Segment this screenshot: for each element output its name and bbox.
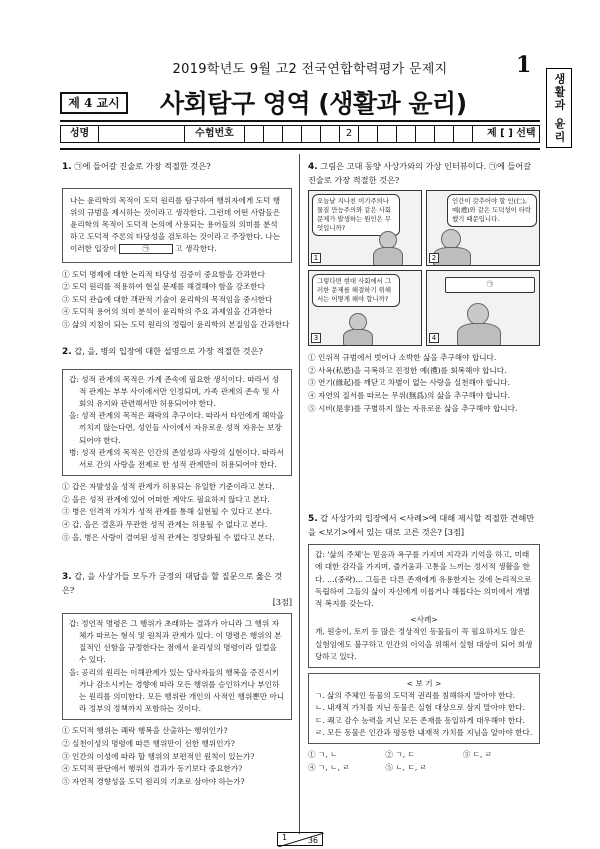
- answer-option[interactable]: ① 도덕 명제에 대한 논리적 타당성 검증이 중요함을 간과한다: [62, 269, 265, 279]
- options-row: [308, 762, 540, 775]
- session-label: 제 4 교시: [60, 92, 128, 114]
- bogi-item: ㄱ. 삶의 주체인 동물의 도덕적 권리를 침해하지 말아야 한다.: [315, 691, 516, 701]
- question-number: 4.: [308, 162, 318, 172]
- panel-number: 1: [311, 253, 321, 263]
- answer-option[interactable]: ③ 병은 인격적 가치가 성적 관계를 통해 실현될 수 있다고 본다.: [62, 507, 273, 517]
- comic-panel-2: [426, 190, 540, 266]
- exam-number-cell: [321, 126, 340, 142]
- bogi-item: ㄴ. 내재적 가치를 지닌 동물은 실험 대상으로 삼지 말아야 한다.: [315, 703, 525, 713]
- interviewer-body: [373, 247, 403, 266]
- passage-box: [308, 544, 540, 668]
- speech-bubble-answer: ㉠: [445, 277, 535, 293]
- answer-option[interactable]: ② 을은 성적 관계에 있어 어떠한 계약도 필요하지 않다고 본다.: [62, 494, 270, 504]
- question-number: 5.: [308, 514, 318, 524]
- interviewer-body: [343, 329, 373, 346]
- footer-total: 36: [307, 836, 318, 845]
- info-divider: [60, 148, 540, 150]
- name-label: 성명: [61, 126, 99, 142]
- sage-body: [457, 323, 501, 346]
- passage-paragraph: 갑: 정언적 명령은 그 행위가 초래하는 결과가 아니라 그 행위 자체가 따르는 형식 및 원칙과 관계가 있다. 이 명령은 행위의 본질적인 선함을 규정한다는 점에서 윤리성의 명령이라 일컬을 수 있다.: [69, 618, 282, 665]
- question-number: 2.: [62, 347, 72, 357]
- bogi-item: ㄹ. 모든 동물은 인간과 평등한 내재적 가치를 지님을 알아야 한다.: [315, 727, 533, 737]
- comic-strip: [308, 190, 540, 348]
- selection-label: 제 [ ] 선택: [487, 128, 536, 139]
- answer-option[interactable]: ① ㄱ, ㄴ: [308, 750, 338, 760]
- question-stem: ㉠에 들어갈 진술로 가장 적절한 것은?: [74, 161, 211, 171]
- question-2: [62, 345, 292, 544]
- passage-paragraph: 을: 성적 관계의 목적은 쾌락의 추구이다. 따라서 타인에게 해악을 끼치지 않는다면, 성인들 사이에서 자유로운 성적 자유는 보장되어야 한다.: [69, 411, 285, 445]
- case-title: <사례>: [410, 615, 438, 625]
- question-number: 3.: [62, 572, 72, 582]
- speech-bubble: 오늘날 지나친 이기주의나 물질 만능주의와 같은 사회 문제가 발생하는 원인은 무엇입니까?: [312, 194, 400, 236]
- exam-header-title: 2019학년도 9월 고2 전국연합학력평가 문제지: [172, 62, 448, 77]
- passage-paragraph: 을: 공리의 원리는 이해관계가 있는 당사자들의 행복을 증진시키거나 감소시키는 경향에 따라 모든 행위를 승인하거나 부인하는 원리를 의미한다. 모든 행위란 개인의 사적인 행위뿐만 아니라 정부의 정책까지 포함하는 것이다.: [69, 667, 285, 714]
- exam-number-cell: [283, 126, 302, 142]
- comic-panel-4: [426, 270, 540, 346]
- case-text: 개, 원숭이, 토끼 등 많은 정상적인 동물들이 꼭 필요하지도 않은 실험임에도 불구하고 인간의 이익을 위해서 실험 대상이 되어 희생당하고 있다.: [315, 627, 533, 661]
- comic-panel-3: [308, 270, 422, 346]
- question-3: [62, 570, 292, 788]
- exam-number-cell: [245, 126, 264, 142]
- exam-number-cell-digit: 2: [340, 126, 359, 142]
- question-stem: 그림은 고대 동양 사상가와의 가상 인터뷰이다. ㉠에 들어갈 진술로 가장 적절한 것은?: [308, 161, 532, 185]
- answer-option[interactable]: ② ㄱ, ㄷ: [385, 750, 415, 760]
- answer-option[interactable]: ③ 인간의 이성에 따라 할 행위의 보편적인 원칙이 있는가?: [62, 751, 255, 761]
- points-label: [3점]: [272, 597, 292, 608]
- answer-option[interactable]: ④ 자연의 질서를 따르는 무위(無爲)의 삶을 추구해야 합니다.: [308, 390, 511, 400]
- panel-number: 4: [429, 333, 439, 343]
- answer-option[interactable]: ⑤ 삶의 지침이 되는 도덕 원리의 정립이 윤리학의 본질임을 간과한다: [62, 319, 290, 329]
- answer-option[interactable]: ⑤ 을, 병은 사랑이 결여된 성적 관계는 정당화될 수 없다고 본다.: [62, 532, 275, 542]
- question-stem: 갑, 을 사상가들 모두가 긍정의 대답을 할 질문으로 옳은 것은?: [62, 571, 283, 595]
- answer-option[interactable]: ④ 도덕적 용어의 의미 분석이 윤리학의 주요 과제임을 간과한다: [62, 307, 273, 317]
- answer-option[interactable]: ③ 연기(緣起)를 깨닫고 차별이 없는 사랑을 실천해야 합니다.: [308, 378, 511, 388]
- answer-option[interactable]: ② 사욕(私慾)을 극복하고 진정한 예(禮)를 회복해야 합니다.: [308, 365, 507, 375]
- passage-paragraph: 병: 성적 관계의 목적은 인간의 존엄성과 사랑의 실현이다. 따라서 서로 간의 사랑을 전제로 한 성적 관계만이 허용되어야 한다.: [69, 447, 285, 470]
- question-5: [308, 512, 540, 774]
- answer-option[interactable]: ⑤ 시비(是非)를 구별하지 않는 자유로운 삶을 추구해야 합니다.: [308, 403, 518, 413]
- answer-option[interactable]: ③ 도덕 관습에 대한 객관적 기술이 윤리학의 목적임을 중시한다: [62, 294, 273, 304]
- answer-option[interactable]: ④ 도덕적 판단에서 행위의 결과가 동기보다 중요한가?: [62, 764, 243, 774]
- answer-option[interactable]: ② 실천이성의 명령에 따른 행위만이 선한 행위인가?: [62, 739, 235, 748]
- page-footer: [277, 832, 323, 846]
- footer-page: 1: [282, 833, 288, 842]
- exam-number-cell: [302, 126, 321, 142]
- sage-figure: [441, 229, 461, 249]
- subject-title: 사회탐구 영역 (생활과 윤리): [160, 89, 467, 118]
- student-info-row: [60, 125, 540, 143]
- answer-option[interactable]: ③ ㄷ, ㄹ: [462, 750, 493, 760]
- bogi-title: < 보 기 >: [406, 679, 442, 689]
- answer-option[interactable]: ② 도덕 원리를 적용하여 현실 문제를 해결해야 함을 강조한다: [62, 282, 265, 292]
- exam-number-cell: [359, 126, 378, 142]
- passage-paragraph: 갑: 성적 관계의 목적은 가계 존속에 필요한 생식이다. 따라서 성적 관계는 부부 사이에서만 인정되며, 가족 관계의 존속 및 사회의 유지와 관련해서만 허용되어야 한다.: [69, 374, 280, 408]
- answer-blank: ㉠: [119, 244, 173, 254]
- answer-option[interactable]: ① 갑은 자발성을 성적 관계가 허용되는 유일한 기준이라고 본다.: [62, 482, 275, 492]
- answer-option[interactable]: ④ ㄱ, ㄴ, ㄹ: [308, 762, 350, 772]
- question-number: 1.: [62, 162, 72, 172]
- passage-text: 고 생각한다.: [175, 244, 217, 254]
- speech-bubble: 그렇다면 현대 사회에서 그러한 문제를 해결하기 위해서는 어떻게 해야 합니까?: [312, 274, 400, 307]
- name-field: [99, 126, 185, 142]
- column-divider: [299, 154, 300, 834]
- exam-number-cell: [416, 126, 435, 142]
- options-row: [308, 749, 540, 762]
- answer-option[interactable]: ① 도덕적 행위는 쾌락 행복을 산출하는 행위인가?: [62, 726, 228, 736]
- question-stem: 갑, 을, 병의 입장에 대한 설명으로 가장 적절한 것은?: [74, 346, 263, 356]
- sage-figure: [467, 303, 489, 325]
- exam-number-cell: [397, 126, 416, 142]
- title-divider: [60, 120, 540, 122]
- exam-number-cell: [454, 126, 473, 142]
- panel-number: 2: [429, 253, 439, 263]
- bogi-item: ㄷ. 쾌고 감수 능력을 지닌 모든 존재를 동일하게 대우해야 한다.: [315, 715, 525, 725]
- page-number: 1: [516, 52, 532, 78]
- exam-number-cell: [378, 126, 397, 142]
- answer-option[interactable]: ① 인위적 규범에서 벗어나 소박한 삶을 추구해야 합니다.: [308, 353, 497, 363]
- points-label: [3점]: [444, 526, 465, 537]
- question-1: [62, 160, 292, 332]
- exam-number-label: 수험번호: [185, 126, 245, 142]
- question-4: [308, 160, 540, 415]
- exam-number-cell: [264, 126, 283, 142]
- speech-bubble: 인간이 갖추어야 할 인(仁), 예(禮)와 같은 도덕성이 타락했기 때문입니다.: [447, 194, 537, 227]
- passage-box: [62, 369, 292, 477]
- passage-box: [62, 188, 292, 263]
- subject-side-tab: 생활과 윤리: [546, 68, 572, 148]
- exam-number-cell: [435, 126, 454, 142]
- passage-box: [62, 613, 292, 721]
- answer-option[interactable]: ⑤ 자연적 경향성을 도덕 원리의 기초로 삼아야 하는가?: [62, 776, 245, 786]
- passage-text: 나는 윤리학의 목적이 도덕 원리를 탐구하여 행위자에게 도덕 행위의 규범을 제시하는 것이라고 생각한다. 그런데 어떤 사람들은 윤리학의 목적이 도덕적 논의에 사용되는 용어들의 의미를 분석하고 도덕적 주론의 타당성을 검토하는 것이라고 주장한다. 나는 이러한 입장이: [70, 195, 281, 254]
- answer-option[interactable]: ④ 갑, 을은 결혼과 무관한 성적 관계는 허용될 수 없다고 본다.: [62, 520, 268, 529]
- panel-number: 3: [311, 333, 321, 343]
- bogi-box: [308, 673, 540, 744]
- question-stem: 갑 사상가의 입장에서 <사례>에 대해 제시할 적절한 견해만을 <보기>에서 있는 대로 고른 것은?: [308, 513, 535, 537]
- comic-panel-1: [308, 190, 422, 266]
- passage-text: 갑: '삶의 주체'는 믿음과 욕구를 가지며 지각과 기억을 하고, 미래에 대한 감각을 가지며, 즐거움과 고통을 느끼는 정서적 생활을 한다. …(중략)… 그들은 다른 존재에게 유용한지는 것에 논리적으로 독립하여 그들의 삶이 자신에게 이롭거나 해롭다는 의미에서 개별적 복지를 갖는다.: [315, 550, 532, 608]
- answer-option[interactable]: ⑤ ㄴ, ㄷ, ㄹ: [385, 762, 427, 772]
